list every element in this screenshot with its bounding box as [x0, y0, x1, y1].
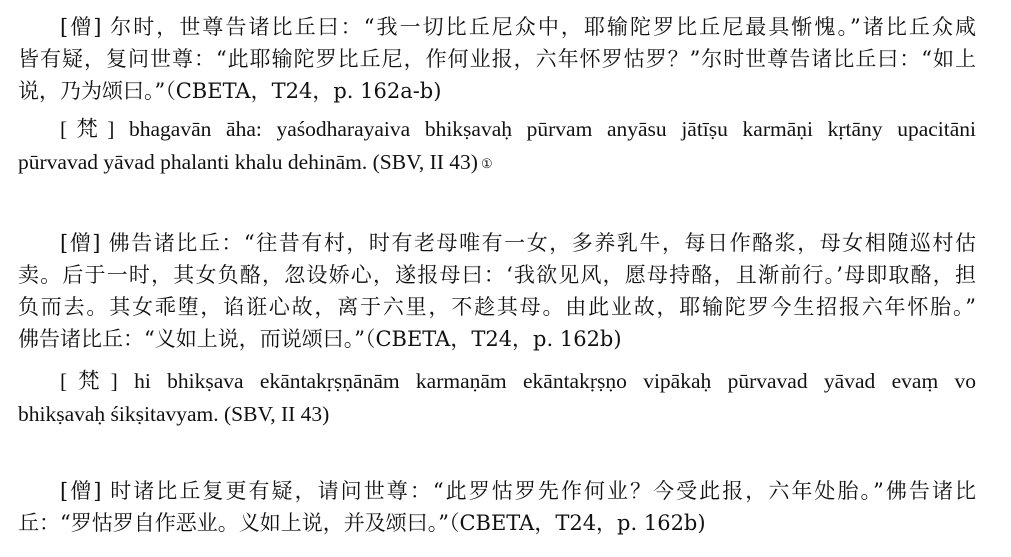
- sangha-line: [僧] 佛告诸比丘：“往昔有村，时有老母唯有一女，多养乳牛，每日作酪浆，母女相随巡村估: [60, 231, 976, 255]
- sangha-line: 皆有疑，复问世尊：“此耶输陀罗比丘尼，作何业报，六年怀罗怙罗？”尔时世尊告诸比丘曰：“如上: [18, 47, 976, 71]
- sangha-line: [僧] 时诸比丘复更有疑，请问世尊：“此罗怙罗先作何业？今受此报，六年处胎。”佛告诸比: [60, 479, 976, 503]
- sangha-line: 负而去。其女乖堕，谄诳心故，离于六里，不趁其母。由此业故，耶输陀罗今生招报六年怀胎。”: [18, 295, 976, 319]
- sanskrit-text: pūrvavad yāvad phalanti khalu dehinām. (SBV, II 43): [18, 150, 478, 174]
- sangha-line: [僧] 尔时，世尊告诸比丘曰：“我一切比丘尼众中，耶输陀罗比丘尼最具惭愧。”诸比丘众咸: [60, 15, 976, 39]
- footnote-marker: ①: [480, 156, 493, 171]
- sangha-line: 丘：“罗怙罗自作恶业。义如上说，并及颂曰。”（CBETA，T24，p. 162b): [18, 511, 706, 535]
- sanskrit-line: [梵] bhagavān āha: yaśodharayaiva bhikṣavaḥ pūrvam anyāsu jātīṣu karmāṇi kṛtāny upacitāni: [60, 117, 976, 141]
- sanskrit-line: bhikṣavaḥ śikṣitavyam. (SBV, II 43): [18, 402, 330, 426]
- sangha-line: 卖。后于一时，其女负酪，忽设娇心，遂报母曰：‘我欲见风，愿母持酪，且渐前行。’母即取酪，担: [18, 263, 976, 287]
- sanskrit-line: [梵] hi bhikṣava ekāntakṛṣṇānām karmaṇām ekāntakṛṣṇo vipākaḥ pūrvavad yāvad evaṃ vo: [60, 369, 976, 393]
- sanskrit-line-with-footnote: [18, 147, 976, 179]
- sangha-line: 说，乃为颂曰。”（CBETA，T24，p. 162a-b): [18, 79, 442, 103]
- sangha-line: 佛告诸比丘：“义如上说，而说颂曰。”（CBETA，T24，p. 162b): [18, 327, 622, 351]
